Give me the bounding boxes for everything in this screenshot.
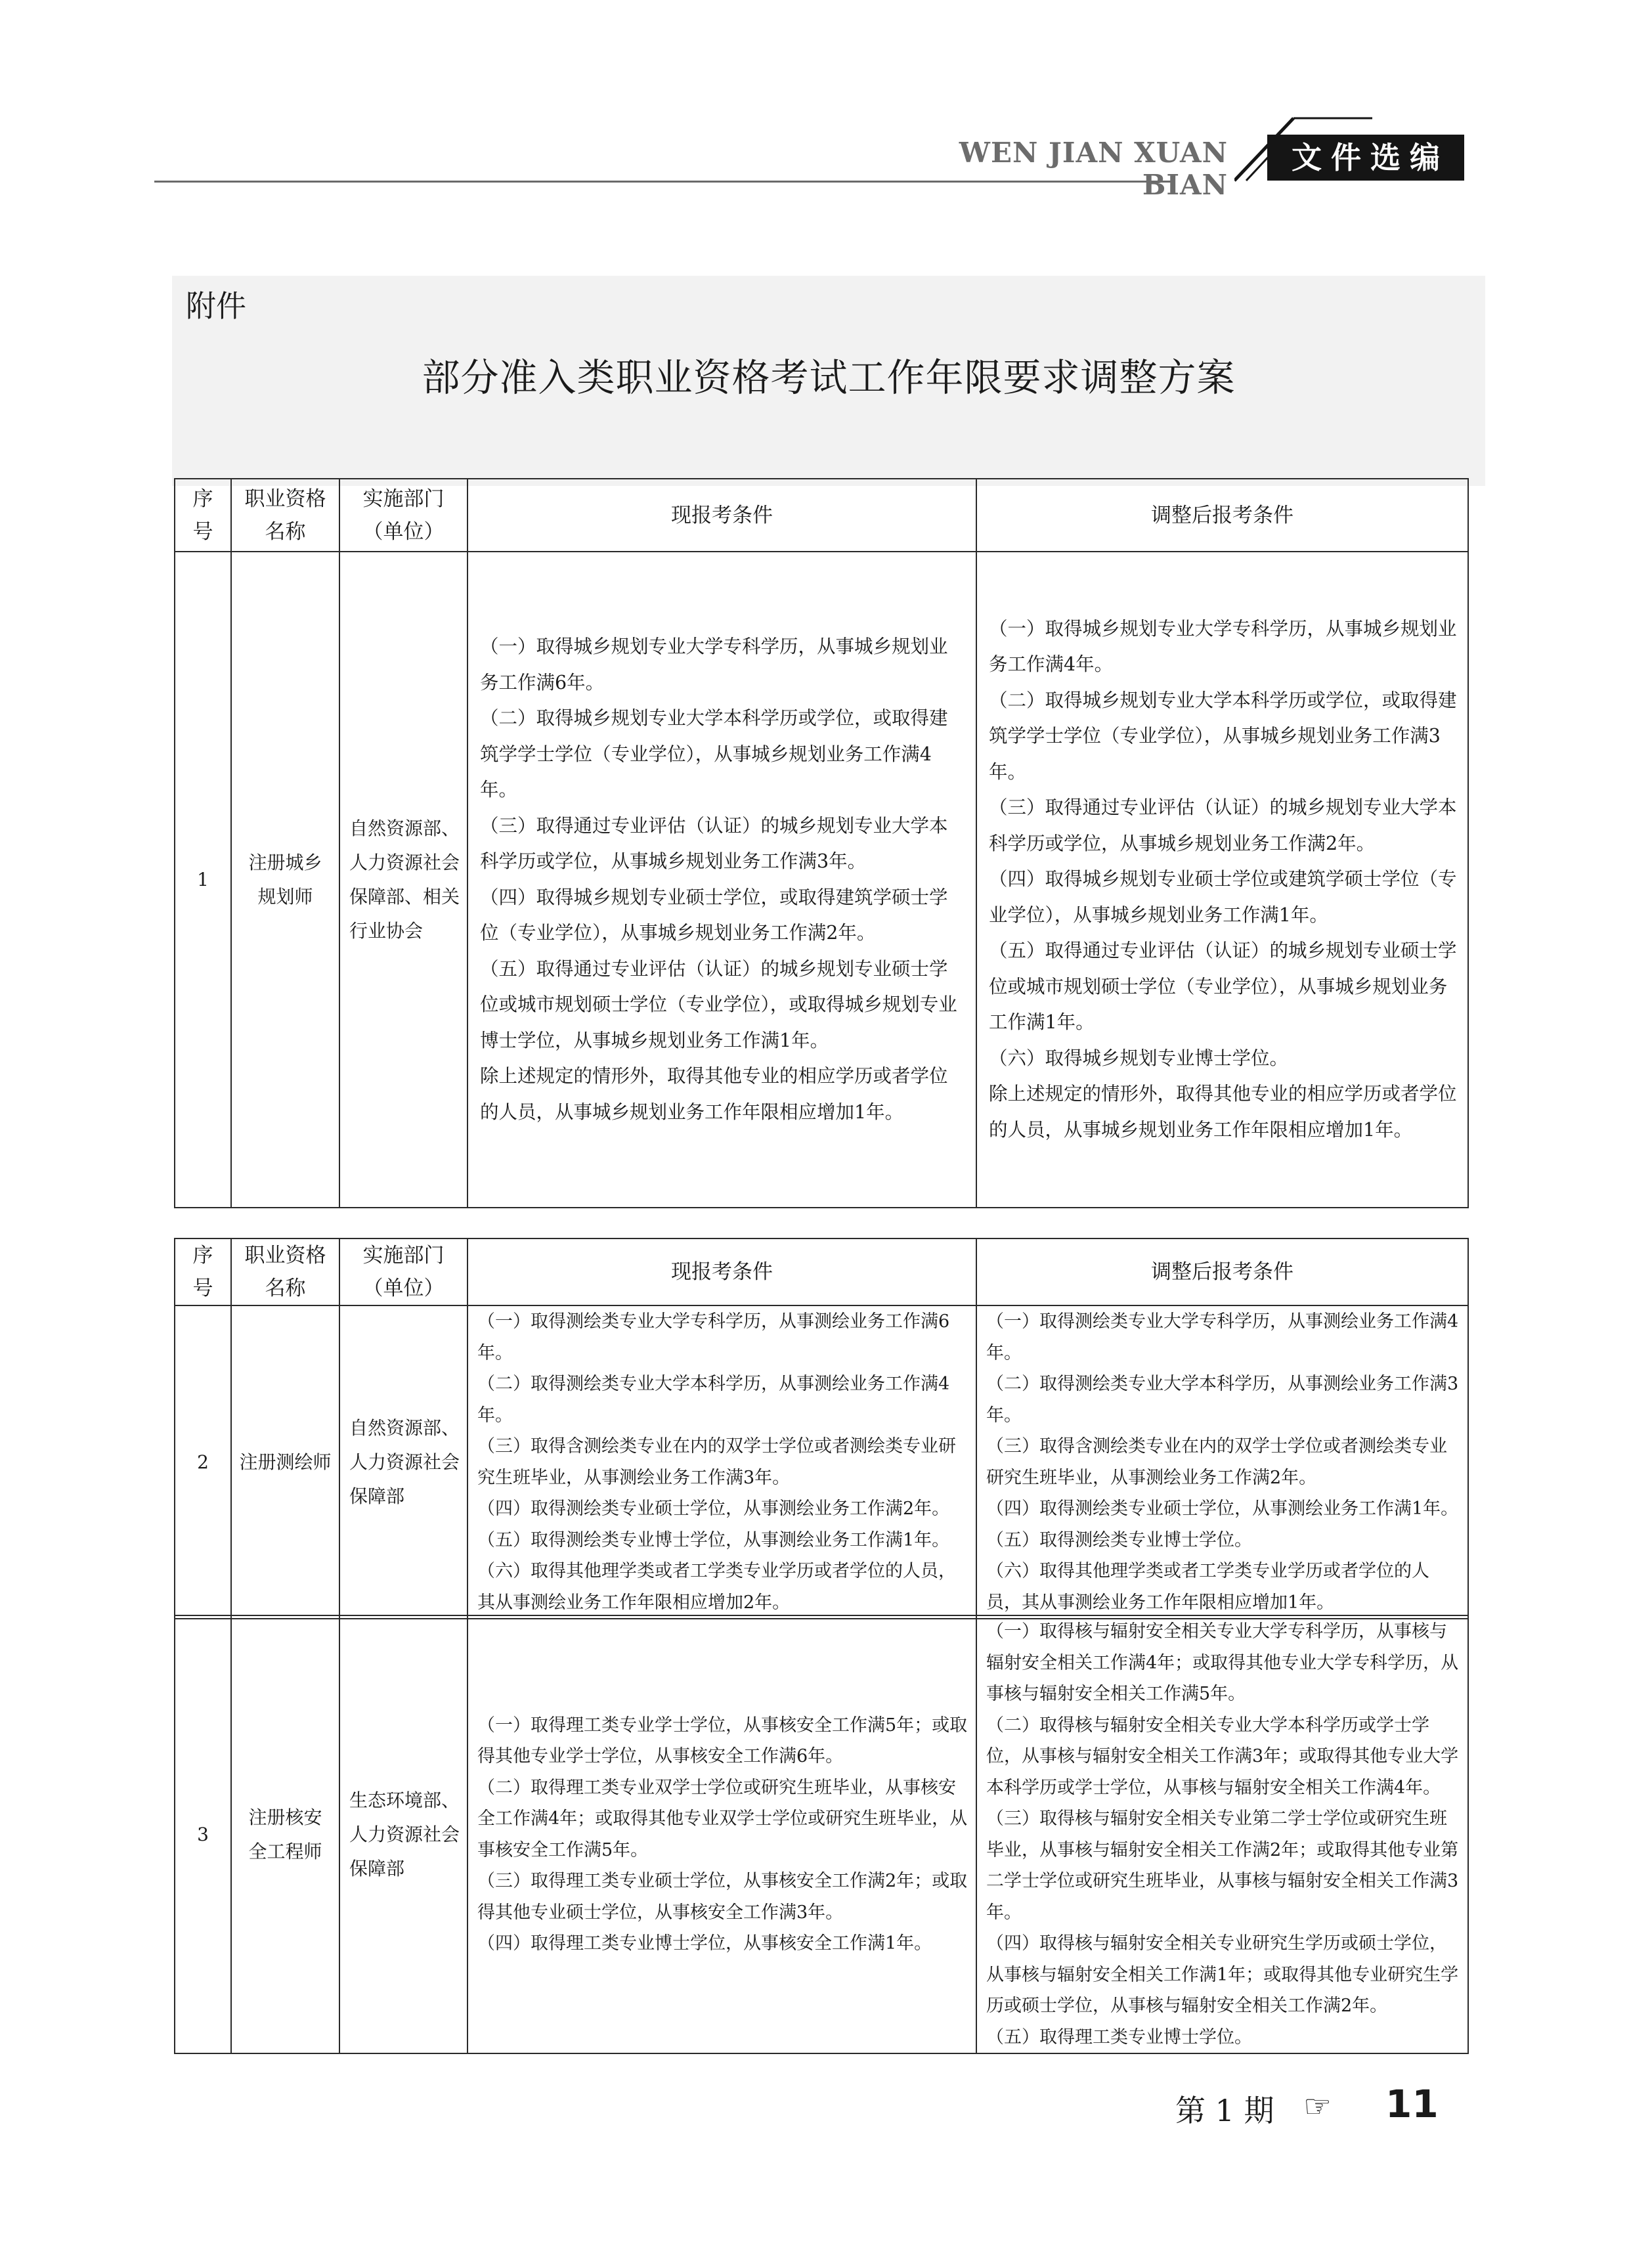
row-current-conditions: [467, 552, 976, 1208]
header-dept: 实施部门（单位）: [339, 1238, 467, 1305]
condition-item: （四）取得城乡规划专业硕士学位，或取得建筑学硕士学位（专业学位），从事城乡规划业务工作满2年。: [480, 886, 948, 944]
condition-item: （一）取得城乡规划专业大学专科学历，从事城乡规划业务工作满6年。: [480, 636, 948, 693]
table-row: [175, 552, 1468, 1208]
condition-item: （二）取得测绘类专业大学本科学历，从事测绘业务工作满4年。: [477, 1374, 950, 1426]
condition-item: （五）取得理工类专业博士学位。: [986, 2027, 1252, 2048]
condition-item: （三）取得通过专业评估（认证）的城乡规划专业大学本科学历或学位，从事城乡规划业务工作满2年。: [989, 797, 1457, 854]
header-roman-title: WEN JIAN XUAN BIAN: [959, 137, 1228, 201]
condition-item: （四）取得城乡规划专业硕士学位或建筑学硕士学位（专业学位），从事城乡规划业务工作满1年。: [989, 868, 1457, 926]
condition-item: （二）取得城乡规划专业大学本科学历或学位，或取得建筑学学士学位（专业学位），从事城乡规划业务工作满3年。: [989, 689, 1457, 783]
condition-item: （四）取得理工类专业博士学位，从事核安全工作满1年。: [477, 1933, 932, 1954]
table-part-1: [174, 478, 1469, 1208]
table-part-2: [174, 1238, 1469, 1619]
header-adjusted: 调整后报考条件: [976, 1238, 1468, 1305]
table-header-row: [175, 1238, 1468, 1305]
row-dept: 自然资源部、人力资源社会保障部、相关行业协会: [339, 552, 467, 1208]
condition-item: （五）取得通过专业评估（认证）的城乡规划专业硕士学位或城市规划硕士学位（专业学位），从事城乡规划业务工作满1年。: [989, 940, 1457, 1034]
condition-item: 除上述规定的情形外，取得其他专业的相应学历或者学位的人员，从事城乡规划业务工作年限相应增加1年。: [989, 1083, 1457, 1141]
section-tag: 文件选编: [1267, 135, 1464, 181]
pointing-hand-icon: ☞: [1303, 2088, 1332, 2125]
condition-item: （一）取得核与辐射安全相关专业大学专科学历，从事核与辐射安全相关工作满4年；或取得其他专业大学专科学历，从事核与辐射安全相关工作满5年。: [986, 1621, 1459, 1704]
table-row: [175, 1305, 1468, 1619]
condition-item: （一）取得测绘类专业大学专科学历，从事测绘业务工作满6年。: [477, 1311, 950, 1363]
row-adjusted-conditions: [976, 552, 1468, 1208]
row-dept: 自然资源部、人力资源社会保障部: [339, 1305, 467, 1619]
header-name: 职业资格名称: [231, 1238, 339, 1305]
condition-item: （三）取得含测绘类专业在内的双学士学位或者测绘类专业研究生班毕业，从事测绘业务工作满3年。: [477, 1436, 956, 1488]
condition-item: （二）取得理工类专业双学士学位或研究生班毕业，从事核安全工作满4年；或取得其他专业双学士学位或研究生班毕业，从事核安全工作满5年。: [477, 1777, 968, 1860]
header-current: 现报考条件: [467, 1238, 976, 1305]
row-dept: 生态环境部、人力资源社会保障部: [339, 1615, 467, 2053]
header-name: 职业资格名称: [231, 479, 339, 552]
attachment-label: 附件: [186, 288, 246, 324]
condition-item: （五）取得测绘类专业博士学位，从事测绘业务工作满1年。: [477, 1529, 950, 1550]
condition-item: （四）取得测绘类专业硕士学位，从事测绘业务工作满2年。: [477, 1499, 950, 1519]
condition-item: （五）取得测绘类专业博士学位。: [986, 1529, 1252, 1550]
table-header-row: [175, 479, 1468, 552]
issue-number: 第 1 期: [1175, 2093, 1274, 2128]
condition-item: （四）取得测绘类专业硕士学位，从事测绘业务工作满1年。: [986, 1499, 1459, 1519]
page-number: 11: [1385, 2082, 1439, 2126]
table-row: [175, 1615, 1468, 2053]
header-seq: 序号: [175, 1238, 231, 1305]
condition-item: （三）取得通过专业评估（认证）的城乡规划专业大学本科学历或学位，从事城乡规划业务工作满3年。: [480, 814, 948, 872]
condition-item: （五）取得通过专业评估（认证）的城乡规划专业硕士学位或城市规划硕士学位（专业学位），或取得城乡规划专业博士学位，从事城乡规划业务工作满1年。: [480, 957, 957, 1051]
condition-item: （二）取得测绘类专业大学本科学历，从事测绘业务工作满3年。: [986, 1374, 1459, 1426]
table-part-3: [174, 1615, 1469, 2054]
condition-item: （六）取得其他理学类或者工学类专业学历或者学位的人员，其从事测绘业务工作年限相应增加1年。: [986, 1561, 1429, 1613]
row-name: 注册核安全工程师: [231, 1615, 339, 2053]
row-current-conditions: [467, 1305, 976, 1619]
condition-item: （六）取得其他理学类或者工学类专业学历或者学位的人员，其从事测绘业务工作年限相应增加2年。: [477, 1561, 956, 1613]
condition-item: （一）取得理工类专业学士学位，从事核安全工作满5年；或取得其他专业学士学位，从事核安全工作满6年。: [477, 1715, 968, 1766]
condition-item: （二）取得核与辐射安全相关专业大学本科学历或学士学位，从事核与辐射安全相关工作满3年；或取得其他专业大学本科学历或学士学位，从事核与辐射安全相关工作满4年。: [986, 1715, 1459, 1798]
condition-item: （二）取得城乡规划专业大学本科学历或学位，或取得建筑学学士学位（专业学位），从事城乡规划业务工作满4年。: [480, 707, 948, 800]
row-name: 注册城乡规划师: [231, 552, 339, 1208]
header-adjusted: 调整后报考条件: [976, 479, 1468, 552]
row-name: 注册测绘师: [231, 1305, 339, 1619]
condition-item: （四）取得核与辐射安全相关专业研究生学历或硕士学位，从事核与辐射安全相关工作满1年；或取得其他专业研究生学历或硕士学位，从事核与辐射安全相关工作满2年。: [986, 1933, 1459, 2016]
row-adjusted-conditions: [976, 1615, 1468, 2053]
condition-item: （三）取得理工类专业硕士学位，从事核安全工作满2年；或取得其他专业硕士学位，从事核安全工作满3年。: [477, 1871, 968, 1923]
row-seq: 3: [175, 1615, 231, 2053]
document-title: 部分准入类职业资格考试工作年限要求调整方案: [422, 355, 1236, 400]
condition-item: （三）取得含测绘类专业在内的双学士学位或者测绘类专业研究生班毕业，从事测绘业务工作满2年。: [986, 1436, 1447, 1488]
condition-item: （一）取得城乡规划专业大学专科学历，从事城乡规划业务工作满4年。: [989, 617, 1457, 676]
condition-item: （三）取得核与辐射安全相关专业第二学士学位或研究生班毕业，从事核与辐射安全相关工作满2年；或取得其他专业第二学士学位或研究生班毕业，从事核与辐射安全相关工作满3年。: [986, 1808, 1459, 1923]
row-adjusted-conditions: [976, 1305, 1468, 1619]
header-seq: 序号: [175, 479, 231, 552]
condition-item: （六）取得城乡规划专业博士学位。: [989, 1047, 1289, 1069]
header-dept: 实施部门（单位）: [339, 479, 467, 552]
row-current-conditions: [467, 1615, 976, 2053]
row-seq: 1: [175, 552, 231, 1208]
header-current: 现报考条件: [467, 479, 976, 552]
row-seq: 2: [175, 1305, 231, 1619]
condition-item: 除上述规定的情形外，取得其他专业的相应学历或者学位的人员，从事城乡规划业务工作年限相应增加1年。: [480, 1065, 948, 1123]
condition-item: （一）取得测绘类专业大学专科学历，从事测绘业务工作满4年。: [986, 1311, 1459, 1363]
